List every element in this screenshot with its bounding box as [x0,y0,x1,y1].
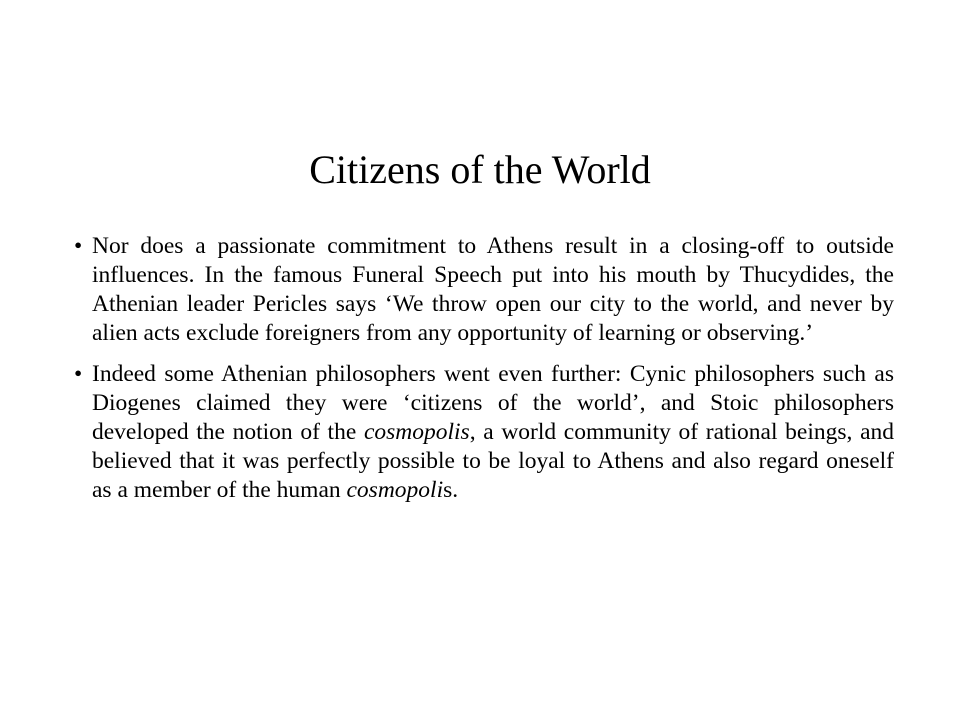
bullet-marker: • [74,361,83,387]
bullet-text [92,233,894,346]
text-segment: Nor does a passionate commitment to Athens result in a closing-off to outside influences. In the famous Funeral Speech put into his mouth by Thucydides, the Athenian leader Pericles says ‘We throw open our city to the world, and never by alien acts exclude foreigners from any opportunity of learning or observing.’ [92,233,894,346]
text-segment: s. [443,477,459,503]
bullet-item [74,232,894,348]
italic-term: cosmopoli [346,477,444,503]
bullet-text [92,361,894,503]
text-segment: , a world community of rational beings, and believed that it was perfectly possible to be loyal to Athens and also regard oneself as a member of the human [92,419,895,503]
slide-title: Citizens of the World [309,147,651,192]
bullet-list [74,232,894,517]
text-segment: Indeed some Athenian philosophers went even further: Cynic philosophers such as Diogenes claimed they were ‘citizens of the world’, and Stoic philosophers developed the notion of the [92,361,894,445]
bullet-item [74,360,894,505]
italic-term: cosmopolis [363,419,470,445]
bullet-marker: • [74,233,83,259]
